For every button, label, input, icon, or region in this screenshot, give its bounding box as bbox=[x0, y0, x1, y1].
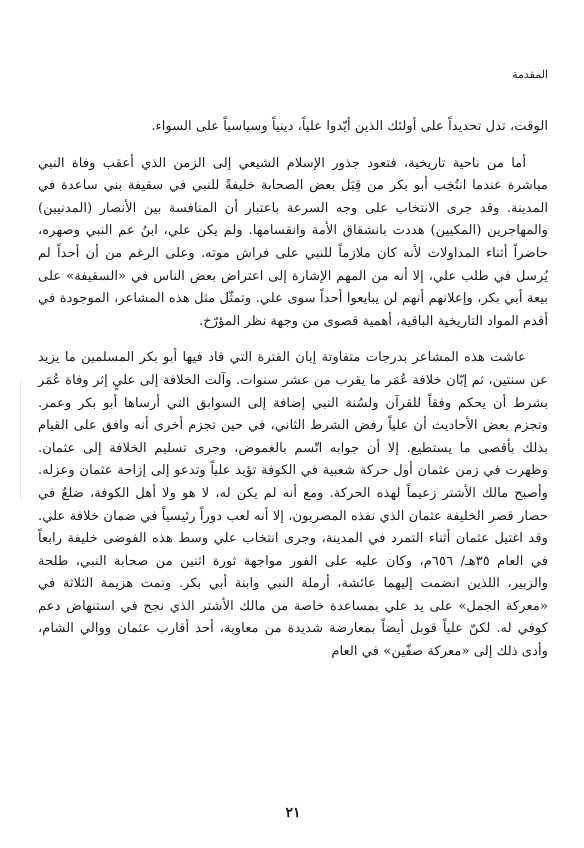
paragraph-historical-roots: أما من ناحية تاريخية، فتعود جذور الإسلام الشيعي إلى الزمن الذي أعقب وفاة النبي مباشرة عندما انتُخِب أبو بكر من قِبَل بعض الصحابة خليفةً للنبي في سقيفة بني ساعدة في المدينة. وقد جرى الانتخاب على وجه السرعة باعتبار أن المنافسة بين الأنصار (المدنيين) والمهاجرين (المكيين) هددت بانشقاق الأمة وانقسامها. ولم يكن علي، ابنُ عم النبي وصهره، حاضراً أثناء المداولات لأنه كان ملازماً للنبي على فراش موته. وعلى الرغم من أن أحداً لم يُرسل في طلب علي، إلا أنه من المهم الإشارة إلى اعتراض بعض الناس في «السقيفة» على بيعة أبي بكر، وإعلانهم أنهم لن يبايعوا أحداً سوى علي. وتمثّل مثل هذه المشاعر، الموجودة في أقدم المواد التاريخية الباقية، أهمية قصوى من وجهة نظر المؤرّخ. bbox=[38, 155, 548, 329]
margin-scan-line bbox=[20, 380, 21, 500]
running-header: المقدمة bbox=[512, 68, 548, 81]
paragraph-continuation: الوقت، تدل تحديداً على أولئك الذين أيّدوا علياً، دينياً وسياسياً على السواء. bbox=[151, 119, 548, 134]
page-number: ٢١ bbox=[285, 805, 301, 821]
book-page bbox=[38, 0, 548, 848]
paragraph-caliphate-history: عاشت هذه المشاعر بدرجات متفاوتة إبان الفترة التي قاد فيها أبو بكر المسلمين ما يزيد عن سنتين، ثم إبّان خلافة عُمَر ما يقرب من عشر سنوات. وآلت الخلافة إلى عليٍ إثر وفاة عُمَر بشرط أن يحكم وفقاً للقرآن ولسُنة النبي إضافة إلى السوابق التي أرساها أبو بكر وعمر. وتجزم بعض الأحاديث أن علياً رفض الشرط الثاني، في حين تجزم أخرى أنه وافق على القيام بذلك بأقصى ما يستطيع. إلا أن جوابه اتّسم بالغموض، وجرى تسليم الخلافة إلى عثمان. وظهرت في زمن عثمان أول حركة شعبية في الكوفة تؤيد علياً وتدعو إلى إزاحة عثمان وعزله. وأصبح مالك الأشتر زعيماً لهذه الحركة. ومع أنه لم يكن له، لا هو ولا أهل الكوفة، ضلعٌ في حصار قصر الخليفة عثمان الذي نفذه المصريون، إلا أنه لعب دوراً رئيسياً في ضمان خلافة علي. وقد اغتيل عثمان أثناء التمرد في المدينة، وجرى انتخاب علي وسط هذه الفوضى خليفة رابعاً في العام ٣٥هـ/ ٦٥٦م، وكان عليه على الفور مواجهة ثورة اثنين من صحابة النبي، طلحة والزبير، اللذين انضمت إليهما عائشة، أرملة النبي وابنة أبي بكر. وتمت هزيمة الثلاثة في «معركة الجمل» على يد علي بمساعدة خاصة من مالك الأشتر الذي نجح في استنهاض دعم كوفي له. لكنّ علياً قوبل أيضاً بمعارضة شديدة من معاوية، أحد أقارب عثمان ووالي الشام، وأدى ذلك إلى «معركة صفّين» في العام bbox=[38, 350, 549, 660]
body-text bbox=[38, 116, 548, 678]
